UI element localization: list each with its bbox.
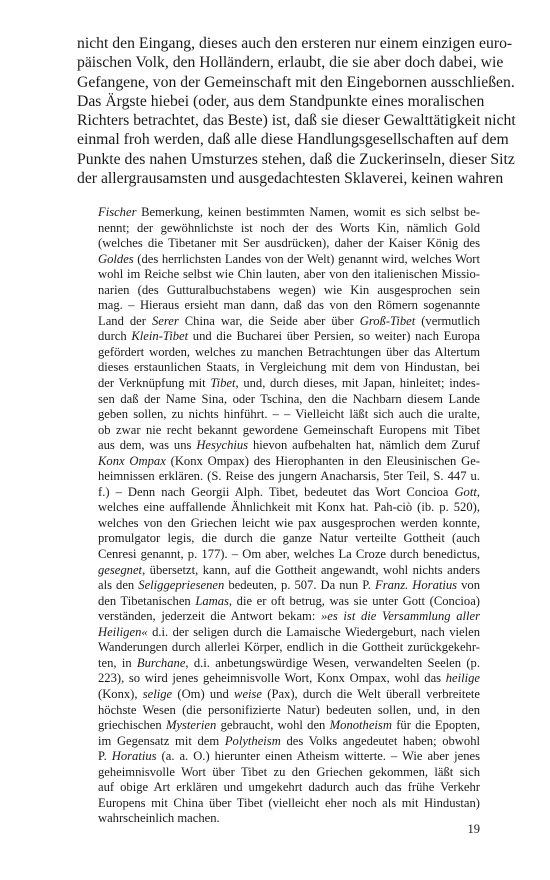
footnote-text: des Volks angedeutet haben; obwohl [280,733,480,748]
footnote-text: (des herrlichsten Landes von der Welt) genannt wird, welches Wort [133,251,480,266]
footnote-text: Bemerkung, keinen bestimmten Namen, womit es sich selbst be- [136,205,480,219]
footnote-line [98,547,480,563]
footnote-text: (Pax), durch die Welt überall verbreitete [262,686,480,701]
page-number: 19 [467,822,480,836]
footnote-text: geheimnisvolle Wort über Tibet zu den Griechen gekommen, läßt sich [98,764,480,779]
italic-text: Fischer [98,205,137,219]
main-text-line: Das Ärgste hiebei (oder, aus dem Standpunkte eines moralischen [77,92,485,110]
footnote-text: Land der [98,313,152,328]
footnote-text: , [476,484,480,499]
italic-text: Mysterien [165,718,217,733]
footnote-line [98,360,480,376]
footnote-line [98,796,480,812]
footnote-line [98,594,480,610]
footnote-line [98,609,480,625]
italic-text: Tibet [210,376,236,391]
italic-text: Monotheism [329,718,392,733]
main-text-line: nicht den Eingang, dieses auch den ersteren nur einem einzigen euro- [77,35,513,52]
footnote-text: wahrscheinlich machen. [98,811,220,826]
footnote-line [98,563,480,579]
footnote-text: f.) – Denn nach Georgii Alph. Tibet, bedeutet das Wort Concioa [98,484,455,499]
italic-text: Groß-Tibet [359,313,416,328]
footnote-text: wohl im Reiche selbst wie Chin lauten, aber von den italienischen Missio- [98,267,480,282]
footnote-text: der Verknüpfung mit [98,376,211,391]
footnote-line [98,718,480,734]
italic-text: Hesychius [196,438,249,453]
footnote-line [98,252,480,268]
italic-text: weise [234,686,263,701]
footnote-text: d.i. der seligen durch die Lamaische Wiedergeburt, nach vielen [147,624,480,639]
footnote-text: gebraucht, wohl den [216,718,330,733]
footnote-line [98,205,480,221]
footnote-line [98,423,480,439]
footnote-line [98,314,480,330]
footnote-line [98,392,480,408]
footnote-text: , die er oft betrug, was sie unter Gott (Concioa) [228,593,480,608]
footnote-line [98,407,480,423]
italic-text: gesegnet [98,562,143,577]
main-text-line: Richters betrachtet, das Beste) ist, daß sie dieser Gewalttätigkeit nicht [77,112,516,130]
footnote-line [98,625,480,641]
footnote-text: 223), so wird jenes geheimnisvolle Wort, Konx Ompax, wohl das [98,671,446,686]
footnote-line [98,531,480,547]
italic-text: Horatius [111,749,157,764]
footnote-text: verständen, jederzeit die Antwort bekam: [98,609,321,624]
main-text-line: Punkte des nahen Umsturzes stehen, daß die Zuckerinseln, dieser Sitz [77,150,515,168]
footnote-text: bedeuten, p. 507. Da nun P. [224,578,375,593]
footnote-line [98,578,480,594]
footnote-line [98,485,480,501]
footnote-text: (a. a. O.) hierunter einen Atheism witterte. – Wie aber jenes [156,749,480,764]
footnote-line [98,298,480,314]
footnote-text: welches eine auffallende Ähnlichkeit mit Konx hat. Pah-ciò (ib. p. 520), [98,500,480,515]
footnote-line [98,734,480,750]
footnote-line [98,500,480,516]
footnote-text: dieses erstaunlichen Staats, in Vergleichung mit dem von Hindustan, bei [98,360,480,375]
italic-text: Heiligen« [98,624,148,639]
footnote-text: nennt; der gewöhnlichste ist noch der des Worts Kin, nämlich Gold [98,220,480,235]
footnote-text: griechischen [98,718,166,733]
footnote-line [98,656,480,672]
footnote-text: (Om) und [172,686,235,701]
footnote-text: , und, durch dieses, mit Japan, hinleitet; indes- [235,376,480,391]
footnote-block [98,205,480,827]
footnote-line [98,703,480,719]
footnote-line [98,780,480,796]
footnote-text: narien (des Gutturalbuchstabens wegen) wie Kin ausgesprochen sein [98,282,480,297]
footnote-text: Cenresi genannt, p. 177). – Om aber, welches La Croze durch benedictus, [98,547,480,562]
italic-text: heilige [445,671,480,686]
footnote-line [98,454,480,470]
footnote-line [98,267,480,283]
footnote-line [98,516,480,532]
footnote-text: als den [98,578,139,593]
footnote-text: welches von den Griechen leicht wie pax ausgesprochen werden konnte, [98,515,480,530]
footnote-text: für die Epopten, [391,718,480,733]
footnote-text: P. [98,749,112,764]
footnote-line [98,671,480,687]
italic-text: Polytheism [224,733,281,748]
footnote-line [98,438,480,454]
footnote-text: heimnissen erklären. (S. Reise des jungern Anacharsis, 5ter Teil, S. 447 u. [98,469,480,484]
footnote-line [98,749,480,765]
footnote-text: höchste Wesen (die personifizierte Natur) bedeuten sollen, und, in den [98,702,480,717]
footnote-text: (vermutlich [415,313,480,328]
footnote-text: auf obige Art erklären und umgekehrt dadurch auch das frühe Verkehr [98,780,480,795]
footnote-text: aus dem, was uns [98,438,197,453]
footnote-line [98,376,480,392]
footnote-text: von [457,578,480,593]
footnote-text: hievon aufbehalten hat, nämlich dem Zuruf [248,438,480,453]
footnote-text: sen daß der Name Sina, oder Tschina, den die Nachbarn diesem Lande [98,391,480,406]
footnote-line [98,811,480,827]
footnote-line [98,221,480,237]
footnote-text: , d.i. anbetungswürdige Wesen, verwandelten Seelen (p. [185,655,480,670]
footnote-text: und die Bucharei über Persien, so weiter) nach Europa [188,329,480,344]
italic-text: »es ist die Versammlung aller [321,609,480,624]
italic-text: Seliggepriesenen [138,578,225,593]
main-text-line: Gefangene, von der Gemeinschaft mit den Eingebornen ausschließen. [77,73,515,91]
footnote-text: China war, die Seide aber über [178,313,360,328]
footnote-line [98,469,480,485]
footnote-line [98,329,480,345]
footnote-line [98,345,480,361]
footnote-line [98,283,480,299]
italic-text: Serer [151,313,179,328]
footnote-text: Europens mit China über Tibet (vielleicht eher noch als mit Hindustan) [98,795,480,810]
footnote-text: geben sollen, zu nichts hinführt. – – Vielleicht läßt sich auch die uralte, [98,407,480,422]
footnote-text: mag. – Hieraus ersieht man dann, daß das von den Römern sogenannte [98,298,480,313]
italic-text: Burchane [136,655,186,670]
main-text-line: päischen Volk, den Holländern, erlaubt, die sie aber doch dabei, wie [77,54,504,72]
italic-text: Klein-Tibet [131,329,189,344]
footnote-text: durch [98,329,132,344]
italic-text: Franz. Horatius [375,578,458,593]
italic-text: Konx Ompax [98,453,166,468]
footnote-line [98,640,480,656]
main-text-block [77,34,516,188]
footnote-text: ten, in [98,655,137,670]
footnote-text: gefördert worden, welches zu manchen Betrachtungen über das Altertum [98,344,480,359]
footnote-text: (Konx), [98,686,143,701]
italic-text: Gott [454,484,477,499]
footnote-line [98,765,480,781]
italic-text: Lamas [195,593,229,608]
footnote-text: den Tibetanischen [98,593,196,608]
footnote-text: (welches die Tibetaner mit Ser ausdrücken), daher der Kaiser König des [98,236,480,251]
footnote-line [98,236,480,252]
footnote-text: , übersetzt, kann, auf die Gottheit angewandt, wohl nichts anders [142,562,480,577]
footnote-text: Wanderungen durch allerlei Körper, endlich in die Gottheit zurückgekehr- [98,640,480,655]
footnote-text: (Konx Ompax) des Hierophanten in den Eleusinischen Ge- [165,453,480,468]
footnote-line [98,687,480,703]
italic-text: selige [142,686,173,701]
main-text-line: einmal froh werden, daß alle diese Handlungsgesellschaften auf dem [77,131,509,149]
footnote-text: promulgator legis, die durch die ganze Natur verteilte Gottheit (auch [98,531,480,546]
main-text-line: der allergrausamsten und ausgedachtesten Sklaverei, keinen wahren [77,170,504,188]
italic-text: Goldes [98,251,134,266]
footnote-text: ob zwar nie recht bekannt gewordene Gemeinschaft Europens mit Tibet [98,422,480,437]
footnote-text: im Gegensatz mit dem [98,733,225,748]
